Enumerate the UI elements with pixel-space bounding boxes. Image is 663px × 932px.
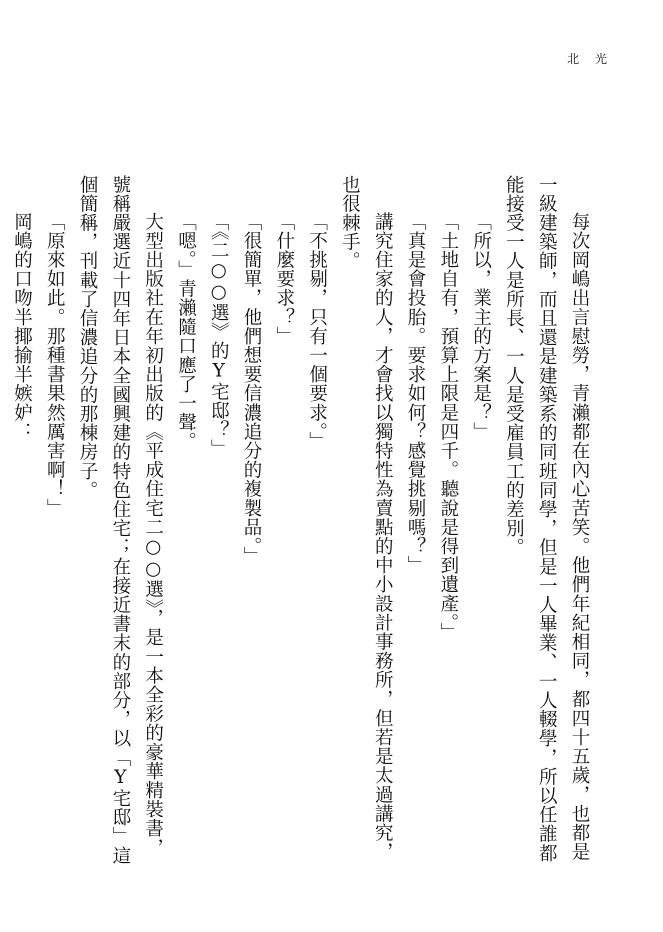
dialogue-line: 「真是會投胎。要求如何？感覺挑剔嗎？」 (405, 212, 427, 575)
paragraph: 每次岡嶋出言慰勞，青瀨都在內心苦笑。他們年紀相同，都四十五歲，也都是一級建築師，而且還是建築系的同班同學，但是一人畢業、一人輟學，所以任誰都能接受一人是所長、一人是受雇員工的差別。 (503, 175, 590, 863)
paragraph: 講究住家的人，才會找以獨特性為賣點的中小設計事務所，但若是太過講究，也很棘手。 (339, 175, 394, 862)
running-header: 北 光 (567, 52, 613, 66)
dialogue-line: 「什麼要求？」 (273, 212, 295, 346)
dialogue-line: 「很簡單，他們想要信濃追分的複製品。」 (241, 212, 263, 566)
dialogue-line: 「原來如此。那種書果然厲害啊！」 (44, 212, 66, 518)
paragraph: 大型出版社在年初出版的《平成住宅二○○選》，是一本全彩的豪華精裝書，號稱嚴選近十四年日本全國興建的特色住宅；在接近書末的部分，以「Y宅邸」這個簡稱，刊載了信濃追分的那棟房子。 (77, 175, 164, 866)
dialogue-line: 「不挑剔，只有一個要求。」 (306, 212, 328, 452)
paragraph: 岡嶋的口吻半揶揄半嫉妒： (11, 212, 33, 442)
dialogue-line: 「嗯。」青瀨隨口應了一聲。 (175, 212, 197, 452)
dialogue-line: 「《二○○選》的Y宅邸？」 (208, 212, 230, 459)
dialogue-line (0, 175, 5, 875)
body-text (0, 175, 595, 875)
dialogue-line: 「土地自有，預算上限是四千。聽說是得到遺產。」 (437, 212, 459, 643)
dialogue-line: 「所以，業主的方案是？」 (470, 212, 492, 442)
